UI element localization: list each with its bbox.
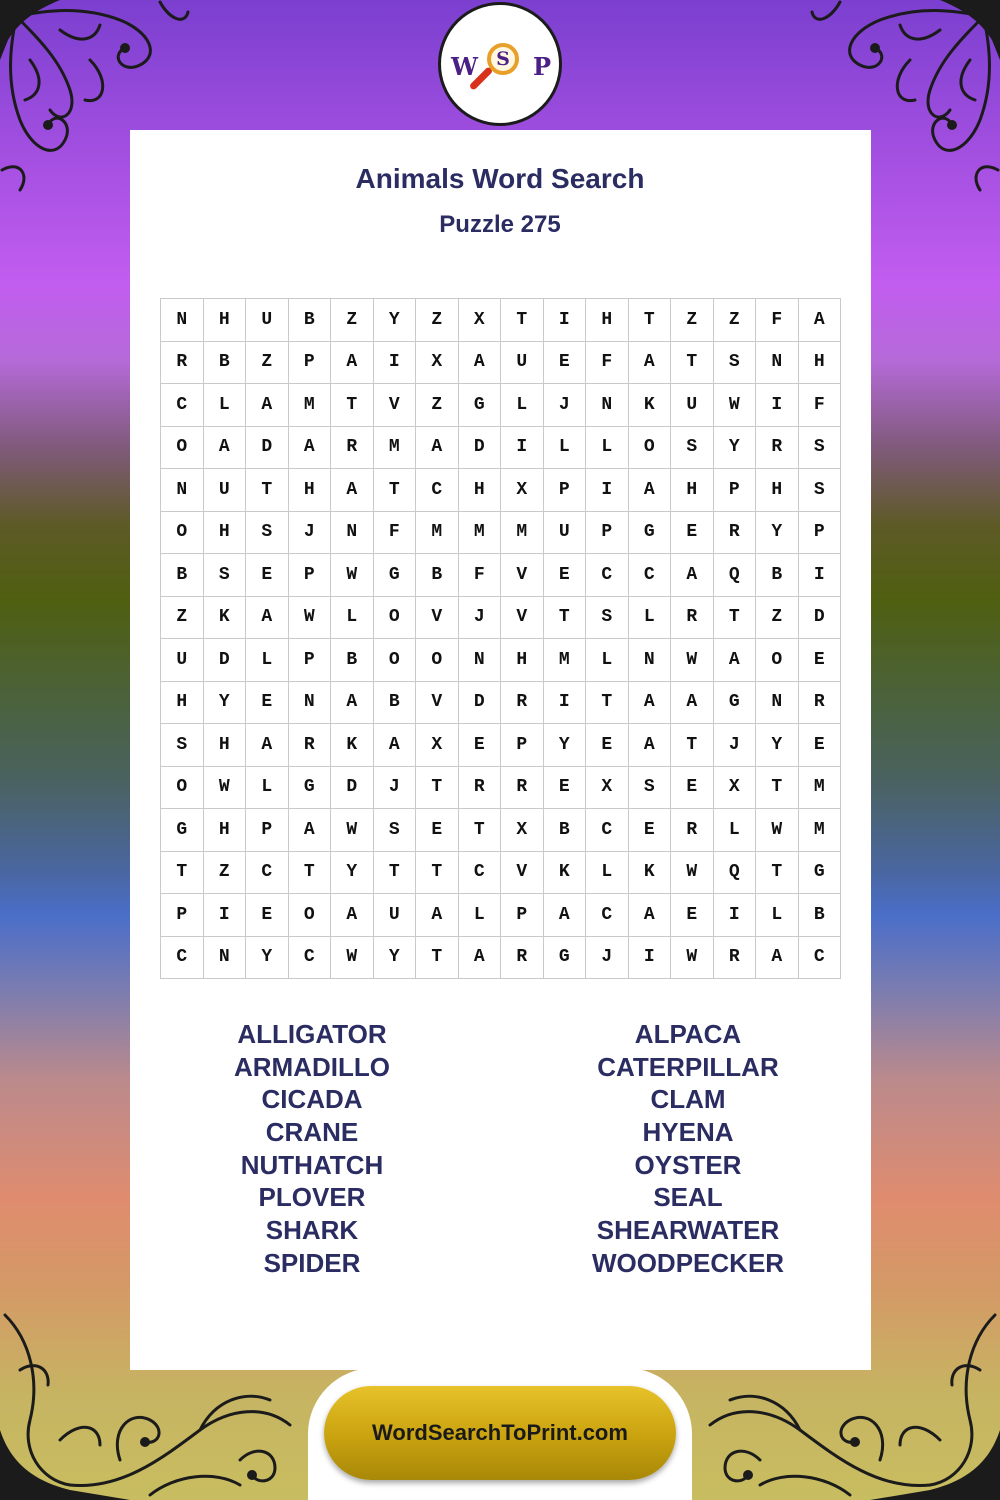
grid-cell[interactable]: L [246, 639, 289, 682]
grid-cell[interactable]: A [331, 469, 374, 512]
grid-cell[interactable]: R [714, 937, 757, 980]
grid-cell[interactable]: X [459, 299, 502, 342]
grid-cell[interactable]: J [289, 512, 332, 555]
grid-cell[interactable]: L [586, 427, 629, 470]
grid-cell[interactable]: A [374, 724, 417, 767]
word-item: PLOVER [258, 1182, 366, 1213]
grid-cell[interactable]: J [459, 597, 502, 640]
grid-cell[interactable]: E [671, 894, 714, 937]
grid-cell[interactable]: W [204, 767, 247, 810]
grid-cell[interactable]: W [289, 597, 332, 640]
grid-cell[interactable]: Y [756, 512, 799, 555]
grid-cell[interactable]: M [799, 809, 842, 852]
grid-cell[interactable]: V [416, 682, 459, 725]
grid-cell[interactable]: Y [331, 852, 374, 895]
grid-cell[interactable]: R [714, 512, 757, 555]
grid-cell[interactable]: A [331, 894, 374, 937]
grid-cell[interactable]: U [374, 894, 417, 937]
grid-cell[interactable]: T [374, 469, 417, 512]
grid-cell[interactable]: A [204, 427, 247, 470]
grid-cell[interactable]: E [586, 724, 629, 767]
grid-cell[interactable]: T [459, 809, 502, 852]
site-logo[interactable] [438, 2, 562, 126]
grid-cell[interactable]: A [416, 427, 459, 470]
word-item: NUTHATCH [240, 1149, 384, 1180]
grid-cell[interactable]: G [714, 682, 757, 725]
grid-cell[interactable]: V [416, 597, 459, 640]
grid-cell[interactable]: W [331, 554, 374, 597]
grid-cell[interactable]: L [246, 767, 289, 810]
grid-cell[interactable]: K [544, 852, 587, 895]
grid-cell[interactable]: A [671, 554, 714, 597]
grid-cell[interactable]: T [416, 767, 459, 810]
grid-cell[interactable]: T [714, 597, 757, 640]
grid-cell[interactable]: M [544, 639, 587, 682]
grid-cell[interactable]: U [161, 639, 204, 682]
grid-cell[interactable]: S [714, 342, 757, 385]
grid-cell[interactable]: Z [416, 384, 459, 427]
grid-cell[interactable]: T [544, 597, 587, 640]
grid-cell[interactable]: D [459, 682, 502, 725]
grid-cell[interactable]: H [204, 299, 247, 342]
grid-cell[interactable]: Y [714, 427, 757, 470]
grid-cell[interactable]: S [161, 724, 204, 767]
grid-cell[interactable]: Y [246, 937, 289, 980]
grid-cell[interactable]: N [289, 682, 332, 725]
grid-cell[interactable]: X [586, 767, 629, 810]
word-item: HYENA [642, 1117, 734, 1148]
grid-cell[interactable]: P [289, 342, 332, 385]
grid-cell[interactable]: O [374, 639, 417, 682]
grid-cell[interactable]: D [246, 427, 289, 470]
grid-cell[interactable]: C [289, 937, 332, 980]
grid-cell[interactable]: U [246, 299, 289, 342]
grid-cell[interactable]: A [416, 894, 459, 937]
site-link-button[interactable]: WordSearchToPrint.com [324, 1386, 676, 1480]
grid-cell[interactable]: N [331, 512, 374, 555]
grid-cell[interactable]: N [459, 639, 502, 682]
grid-cell[interactable]: T [416, 937, 459, 980]
grid-cell[interactable]: E [459, 724, 502, 767]
grid-cell[interactable]: K [331, 724, 374, 767]
logo-letter-w: W [451, 52, 478, 81]
grid-cell[interactable]: Z [416, 299, 459, 342]
grid-cell[interactable]: B [204, 342, 247, 385]
grid-cell[interactable]: A [756, 937, 799, 980]
grid-cell[interactable]: Y [544, 724, 587, 767]
grid-cell[interactable]: T [671, 342, 714, 385]
grid-cell[interactable]: A [459, 342, 502, 385]
grid-cell[interactable]: C [459, 852, 502, 895]
grid-cell[interactable]: P [289, 554, 332, 597]
grid-cell[interactable]: T [246, 469, 289, 512]
grid-cell[interactable]: R [756, 427, 799, 470]
grid-cell[interactable]: Y [756, 724, 799, 767]
grid-cell[interactable]: U [671, 384, 714, 427]
grid-cell[interactable]: P [161, 894, 204, 937]
page-title: Animals Word Search [355, 163, 645, 194]
grid-cell[interactable]: L [501, 384, 544, 427]
grid-cell[interactable]: H [671, 469, 714, 512]
grid-cell[interactable]: B [544, 809, 587, 852]
grid-cell[interactable]: I [799, 554, 842, 597]
grid-cell[interactable]: C [586, 554, 629, 597]
grid-cell[interactable]: C [799, 937, 842, 980]
grid-cell[interactable]: H [756, 469, 799, 512]
word-item: ALPACA [634, 1019, 742, 1049]
grid-cell[interactable]: X [714, 767, 757, 810]
grid-cell[interactable]: A [629, 469, 672, 512]
grid-cell[interactable]: Q [714, 554, 757, 597]
grid-cell[interactable]: G [161, 809, 204, 852]
grid-cell[interactable]: I [756, 384, 799, 427]
grid-cell[interactable]: A [544, 894, 587, 937]
grid-cell[interactable]: A [331, 342, 374, 385]
grid-cell[interactable]: R [671, 809, 714, 852]
grid-cell[interactable]: I [544, 682, 587, 725]
word-list-left [162, 1018, 462, 1280]
grid-cell[interactable]: V [501, 554, 544, 597]
grid-cell[interactable]: J [586, 937, 629, 980]
grid-cell[interactable]: S [799, 469, 842, 512]
grid-cell[interactable]: B [289, 299, 332, 342]
grid-cell[interactable]: S [204, 554, 247, 597]
grid-cell[interactable]: T [374, 852, 417, 895]
grid-cell[interactable]: D [204, 639, 247, 682]
grid-cell[interactable]: E [246, 894, 289, 937]
grid-cell[interactable]: M [799, 767, 842, 810]
grid-cell[interactable]: W [671, 852, 714, 895]
grid-cell[interactable]: Y [204, 682, 247, 725]
word-item: CICADA [261, 1084, 363, 1115]
grid-cell[interactable]: O [289, 894, 332, 937]
grid-cell[interactable]: L [204, 384, 247, 427]
grid-cell[interactable]: I [629, 937, 672, 980]
grid-cell[interactable]: A [289, 809, 332, 852]
puzzle-number: Puzzle 275 [439, 211, 561, 238]
grid-cell[interactable]: N [756, 342, 799, 385]
grid-cell[interactable]: F [374, 512, 417, 555]
grid-cell[interactable]: P [714, 469, 757, 512]
grid-cell[interactable]: C [629, 554, 672, 597]
grid-cell[interactable]: T [161, 852, 204, 895]
grid-cell[interactable]: O [416, 639, 459, 682]
word-item: SPIDER [263, 1247, 361, 1278]
grid-cell[interactable]: V [501, 597, 544, 640]
grid-cell[interactable]: E [544, 554, 587, 597]
grid-cell[interactable]: E [246, 554, 289, 597]
grid-cell[interactable]: V [501, 852, 544, 895]
grid-cell[interactable]: R [671, 597, 714, 640]
logo-letter-s: S [496, 48, 510, 70]
word-item: CRANE [265, 1117, 359, 1148]
grid-cell[interactable]: S [374, 809, 417, 852]
grid-cell[interactable]: B [374, 682, 417, 725]
grid-cell[interactable]: E [416, 809, 459, 852]
grid-cell[interactable]: J [374, 767, 417, 810]
grid-cell[interactable]: S [246, 512, 289, 555]
grid-cell[interactable]: A [799, 299, 842, 342]
grid-cell[interactable]: X [416, 724, 459, 767]
grid-cell[interactable]: I [204, 894, 247, 937]
logo-letter-p: P [533, 52, 552, 81]
grid-cell[interactable]: E [246, 682, 289, 725]
grid-cell[interactable]: W [714, 384, 757, 427]
grid-cell[interactable]: T [501, 299, 544, 342]
grid-cell[interactable]: P [799, 512, 842, 555]
grid-cell[interactable]: A [331, 682, 374, 725]
grid-cell[interactable]: G [799, 852, 842, 895]
grid-cell[interactable]: K [204, 597, 247, 640]
grid-cell[interactable]: Z [161, 597, 204, 640]
word-item: ARMADILLO [234, 1051, 390, 1082]
grid-cell[interactable]: H [204, 809, 247, 852]
grid-cell[interactable]: I [544, 299, 587, 342]
grid-cell[interactable]: B [161, 554, 204, 597]
grid-cell[interactable]: H [586, 299, 629, 342]
grid-cell[interactable]: O [374, 597, 417, 640]
grid-cell[interactable]: B [756, 554, 799, 597]
grid-cell[interactable]: J [544, 384, 587, 427]
grid-cell[interactable]: P [501, 894, 544, 937]
grid-cell[interactable]: T [586, 682, 629, 725]
grid-cell[interactable]: A [246, 724, 289, 767]
grid-cell[interactable]: A [459, 937, 502, 980]
grid-cell[interactable]: F [799, 384, 842, 427]
grid-cell[interactable]: Z [671, 299, 714, 342]
grid-cell[interactable]: S [586, 597, 629, 640]
grid-cell[interactable]: P [289, 639, 332, 682]
grid-cell[interactable]: H [161, 682, 204, 725]
grid-cell[interactable]: U [501, 342, 544, 385]
grid-cell[interactable]: A [289, 427, 332, 470]
grid-cell[interactable]: L [544, 427, 587, 470]
grid-cell[interactable]: P [544, 469, 587, 512]
grid-cell[interactable]: G [374, 554, 417, 597]
grid-cell[interactable]: J [714, 724, 757, 767]
magnifier-icon [487, 43, 519, 75]
grid-cell[interactable]: M [501, 512, 544, 555]
grid-cell[interactable]: L [714, 809, 757, 852]
grid-cell[interactable]: W [671, 639, 714, 682]
grid-cell[interactable]: T [671, 724, 714, 767]
grid-cell[interactable]: H [799, 342, 842, 385]
letter-grid[interactable] [160, 298, 841, 979]
grid-cell[interactable]: W [671, 937, 714, 980]
grid-cell[interactable]: U [204, 469, 247, 512]
grid-cell[interactable]: O [629, 427, 672, 470]
grid-cell[interactable]: N [161, 299, 204, 342]
grid-cell[interactable]: X [416, 342, 459, 385]
grid-cell[interactable]: Y [374, 299, 417, 342]
grid-cell[interactable]: A [246, 597, 289, 640]
grid-cell[interactable]: O [756, 639, 799, 682]
grid-cell[interactable]: C [161, 384, 204, 427]
grid-cell[interactable]: M [459, 512, 502, 555]
grid-cell[interactable]: H [501, 639, 544, 682]
grid-cell[interactable]: G [629, 512, 672, 555]
grid-cell[interactable]: N [756, 682, 799, 725]
grid-cell[interactable]: Z [756, 597, 799, 640]
grid-cell[interactable]: O [161, 427, 204, 470]
grid-cell[interactable]: E [544, 767, 587, 810]
grid-cell[interactable]: P [246, 809, 289, 852]
grid-cell[interactable]: M [374, 427, 417, 470]
grid-cell[interactable]: I [501, 427, 544, 470]
grid-cell[interactable]: F [459, 554, 502, 597]
grid-cell[interactable]: G [289, 767, 332, 810]
grid-cell[interactable]: N [161, 469, 204, 512]
grid-cell[interactable]: T [331, 384, 374, 427]
grid-cell[interactable]: E [629, 809, 672, 852]
grid-cell[interactable]: T [756, 852, 799, 895]
grid-cell[interactable]: D [331, 767, 374, 810]
grid-cell[interactable]: F [756, 299, 799, 342]
grid-cell[interactable]: Z [331, 299, 374, 342]
grid-cell[interactable]: V [374, 384, 417, 427]
grid-cell[interactable]: L [586, 639, 629, 682]
grid-cell[interactable]: A [629, 342, 672, 385]
grid-cell[interactable]: B [331, 639, 374, 682]
grid-cell[interactable]: H [204, 724, 247, 767]
grid-cell[interactable]: L [331, 597, 374, 640]
grid-cell[interactable]: S [671, 427, 714, 470]
word-list-right [538, 1018, 838, 1280]
grid-cell[interactable]: E [799, 724, 842, 767]
grid-cell[interactable]: C [586, 809, 629, 852]
grid-cell[interactable]: L [629, 597, 672, 640]
grid-cell[interactable]: Z [246, 342, 289, 385]
grid-cell[interactable]: L [586, 852, 629, 895]
grid-cell[interactable]: N [586, 384, 629, 427]
grid-cell[interactable]: R [459, 767, 502, 810]
grid-cell[interactable]: I [714, 894, 757, 937]
grid-cell[interactable]: A [714, 639, 757, 682]
grid-cell[interactable]: G [459, 384, 502, 427]
grid-cell[interactable]: T [756, 767, 799, 810]
grid-cell[interactable]: D [799, 597, 842, 640]
grid-cell[interactable]: A [629, 894, 672, 937]
grid-cell[interactable]: R [799, 682, 842, 725]
grid-cell[interactable]: L [459, 894, 502, 937]
grid-cell[interactable]: F [586, 342, 629, 385]
grid-cell[interactable]: Q [714, 852, 757, 895]
grid-cell[interactable]: H [459, 469, 502, 512]
word-item: CATERPILLAR [597, 1051, 779, 1082]
grid-cell[interactable]: Y [374, 937, 417, 980]
grid-cell[interactable]: W [331, 937, 374, 980]
grid-cell[interactable]: D [459, 427, 502, 470]
grid-cell[interactable]: X [501, 809, 544, 852]
word-item: SHEARWATER [596, 1215, 780, 1246]
grid-cell[interactable]: B [416, 554, 459, 597]
grid-cell[interactable]: T [629, 299, 672, 342]
grid-cell[interactable]: Z [204, 852, 247, 895]
word-item: ALLIGATOR [237, 1019, 387, 1049]
grid-cell[interactable]: G [544, 937, 587, 980]
grid-cell[interactable]: S [629, 767, 672, 810]
grid-cell[interactable]: N [629, 639, 672, 682]
grid-cell[interactable]: T [289, 852, 332, 895]
grid-cell[interactable]: R [501, 682, 544, 725]
grid-cell[interactable]: W [331, 809, 374, 852]
grid-cell[interactable]: U [544, 512, 587, 555]
grid-cell[interactable]: A [629, 682, 672, 725]
grid-cell[interactable]: E [671, 512, 714, 555]
grid-cell[interactable]: A [246, 384, 289, 427]
grid-cell[interactable]: H [204, 512, 247, 555]
word-item: CLAM [650, 1084, 726, 1115]
grid-cell[interactable]: C [416, 469, 459, 512]
grid-cell[interactable]: O [161, 512, 204, 555]
grid-cell[interactable]: R [289, 724, 332, 767]
grid-cell[interactable]: R [331, 427, 374, 470]
grid-cell[interactable]: I [586, 469, 629, 512]
grid-cell[interactable]: Z [714, 299, 757, 342]
grid-cell[interactable]: E [799, 639, 842, 682]
word-item: WOODPECKER [591, 1247, 785, 1278]
grid-cell[interactable]: M [416, 512, 459, 555]
grid-cell[interactable]: H [289, 469, 332, 512]
word-item: OYSTER [634, 1149, 742, 1180]
grid-cell[interactable]: A [629, 724, 672, 767]
grid-cell[interactable]: B [799, 894, 842, 937]
grid-cell[interactable]: O [161, 767, 204, 810]
grid-cell[interactable]: M [289, 384, 332, 427]
grid-cell[interactable]: P [586, 512, 629, 555]
grid-cell[interactable]: T [416, 852, 459, 895]
grid-cell[interactable]: K [629, 852, 672, 895]
grid-cell[interactable]: R [501, 767, 544, 810]
word-item: SHARK [265, 1215, 359, 1246]
grid-cell[interactable]: I [374, 342, 417, 385]
grid-cell[interactable]: S [799, 427, 842, 470]
grid-cell[interactable]: C [586, 894, 629, 937]
grid-cell[interactable]: L [756, 894, 799, 937]
grid-cell[interactable]: A [671, 682, 714, 725]
grid-cell[interactable]: E [671, 767, 714, 810]
grid-cell[interactable]: R [501, 937, 544, 980]
grid-cell[interactable]: W [756, 809, 799, 852]
grid-cell[interactable]: C [161, 937, 204, 980]
grid-cell[interactable]: R [161, 342, 204, 385]
grid-cell[interactable]: P [501, 724, 544, 767]
grid-cell[interactable]: N [204, 937, 247, 980]
word-item: SEAL [653, 1182, 723, 1213]
grid-cell[interactable]: X [501, 469, 544, 512]
grid-cell[interactable]: K [629, 384, 672, 427]
grid-cell[interactable]: E [544, 342, 587, 385]
grid-cell[interactable]: C [246, 852, 289, 895]
